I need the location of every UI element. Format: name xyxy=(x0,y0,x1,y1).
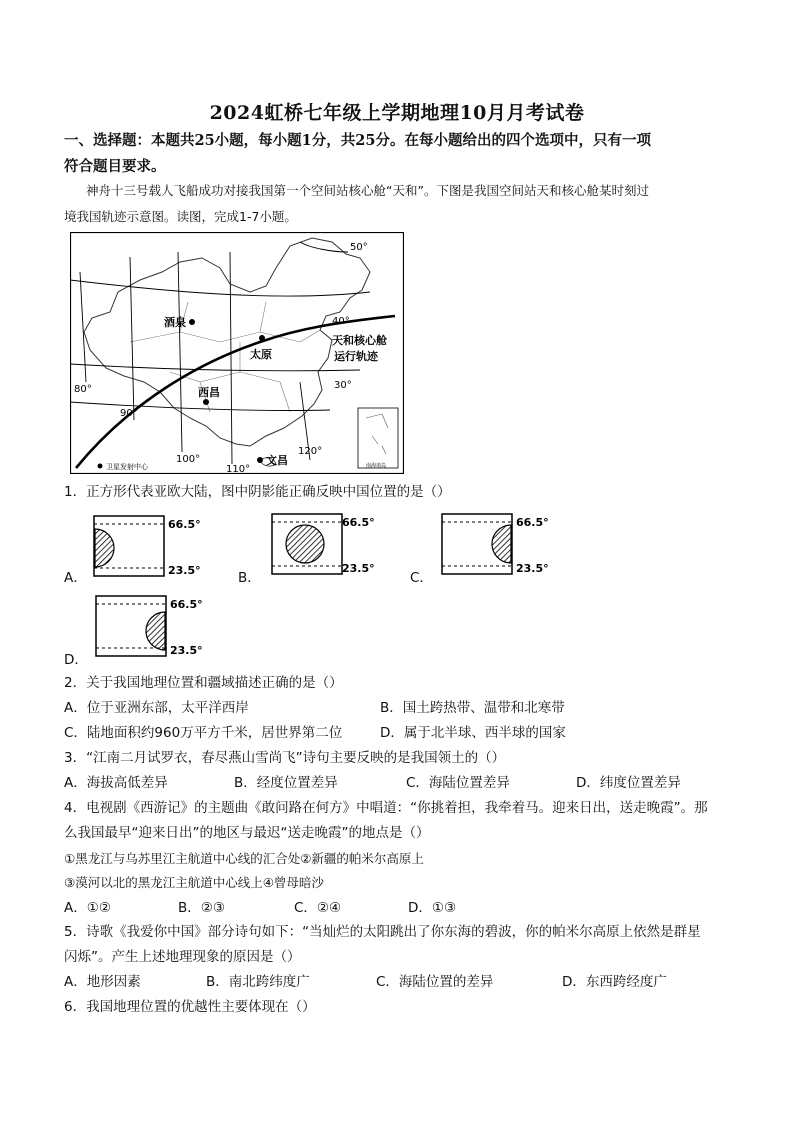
q1-option-c-figure[interactable] xyxy=(440,512,570,580)
q3-option-d[interactable]: D．纬度位置差异 xyxy=(576,775,681,791)
section-heading-line1: 一、选择题：本题共25小题，每小题1分，共25分。在每小题给出的四个选项中，只有一项 xyxy=(64,132,651,149)
label-lon100: 100° xyxy=(176,454,201,465)
q1-c-lat-top: 66.5° xyxy=(516,516,549,529)
q1-option-d-figure[interactable] xyxy=(94,594,224,662)
label-taiyuan: 太原 xyxy=(250,348,272,361)
label-lat40: 40° xyxy=(332,316,350,327)
label-lat30: 30° xyxy=(334,380,352,391)
q2-stem: 2．关于我国地理位置和疆域描述正确的是（） xyxy=(64,675,343,691)
q1-option-b-figure[interactable] xyxy=(270,512,400,580)
q5-stem-line2: 闪烁”。产生上述地理现象的原因是（） xyxy=(64,949,301,965)
q3-stem: 3．“江南二月试罗衣，春尽燕山雪尚飞”诗句主要反映的是我国领土的（） xyxy=(64,750,506,766)
q4-items-line1: ①黑龙江与乌苏里江主航道中心线的汇合处②新疆的帕米尔高原上 xyxy=(64,851,424,866)
q5-option-a[interactable]: A．地形因素 xyxy=(64,974,141,990)
q1-stem: 1．正方形代表亚欧大陆，图中阴影能正确反映中国位置的是（） xyxy=(64,484,451,500)
q3-option-c[interactable]: C．海陆位置差异 xyxy=(406,775,510,791)
q4-stem-line2: 么我国最早“迎来日出”的地区与最迟“送走晚霞”的地点是（） xyxy=(64,825,430,841)
q2-option-a[interactable]: A．位于亚洲东部，太平洋西岸 xyxy=(64,700,249,716)
q4-items-line2: ③漠河以北的黑龙江主航道中心线上④曾母暗沙 xyxy=(64,875,324,890)
label-lon120: 120° xyxy=(298,446,323,457)
q1-option-a-figure[interactable] xyxy=(92,514,222,582)
label-lon80: 80° xyxy=(74,384,92,395)
q1-b-lat-top: 66.5° xyxy=(342,516,375,529)
q5-option-c[interactable]: C．海陆位置的差异 xyxy=(376,974,494,990)
label-module-line2: 运行轨迹 xyxy=(334,350,378,363)
q1-d-lat-bottom: 23.5° xyxy=(170,644,203,657)
page-title: 2024虹桥七年级上学期地理10月月考试卷 xyxy=(209,102,585,124)
china-orbit-map xyxy=(70,232,404,474)
q2-option-c[interactable]: C．陆地面积约960万平方千米，居世界第二位 xyxy=(64,725,343,741)
intro-line1: 神舟十三号载人飞船成功对接我国第一个空间站核心舱“天和”。下图是我国空间站天和核心舱某时刻过 xyxy=(86,183,649,198)
q3-option-a[interactable]: A．海拔高低差异 xyxy=(64,775,168,791)
q1-option-c-label: C． xyxy=(410,570,433,586)
section-heading-line2: 符合题目要求。 xyxy=(64,158,166,175)
q1-d-lat-top: 66.5° xyxy=(170,598,203,611)
q2-option-b[interactable]: B．国土跨热带、温带和北寒带 xyxy=(380,700,565,716)
q2-option-d[interactable]: D．属于北半球、西半球的国家 xyxy=(380,725,566,741)
q3-option-b[interactable]: B．经度位置差异 xyxy=(234,775,338,791)
q5-option-b[interactable]: B．南北跨纬度广 xyxy=(206,974,310,990)
label-lat50: 50° xyxy=(350,242,368,253)
label-wenchang: 文昌 xyxy=(266,454,288,467)
label-lon110: 110° xyxy=(226,464,251,474)
q6-stem: 6．我国地理位置的优越性主要体现在（） xyxy=(64,999,316,1015)
q4-option-a[interactable]: A．①② xyxy=(64,900,111,916)
intro-text xyxy=(64,178,744,230)
q1-option-d-label: D． xyxy=(64,652,88,668)
label-inset: 南海诸岛 xyxy=(366,463,387,469)
label-lon90: 90° xyxy=(120,408,138,419)
intro-line2: 境我国轨迹示意图。读图，完成1-7小题。 xyxy=(64,209,297,224)
q1-b-lat-bottom: 23.5° xyxy=(342,562,375,575)
q4-stem-line1: 4．电视剧《西游记》的主题曲《敢问路在何方》中唱道：“你挑着担，我牵着马。迎来日出，送走晚霞”。那 xyxy=(64,800,708,816)
q5-stem-line1: 5．诗歌《我爱你中国》部分诗句如下：“当灿烂的太阳跳出了你东海的碧波，你的帕米尔高原上依然是群星 xyxy=(64,924,701,940)
label-legend: 卫星发射中心 xyxy=(106,463,148,471)
q1-option-b-label: B． xyxy=(238,570,261,586)
q1-option-a-label: A． xyxy=(64,570,87,586)
q5-option-d[interactable]: D．东西跨经度广 xyxy=(562,974,667,990)
label-jiuquan: 酒泉 xyxy=(164,316,186,329)
q4-option-d[interactable]: D．①③ xyxy=(408,900,457,916)
q4-option-b[interactable]: B．②③ xyxy=(178,900,225,916)
section-heading xyxy=(64,128,744,180)
label-xichang: 西昌 xyxy=(198,386,220,399)
q1-a-lat-top: 66.5° xyxy=(168,518,201,531)
q1-c-lat-bottom: 23.5° xyxy=(516,562,549,575)
q4-option-c[interactable]: C．②④ xyxy=(294,900,342,916)
q1-a-lat-bottom: 23.5° xyxy=(168,564,201,577)
label-module-line1: 天和核心舱 xyxy=(332,334,387,347)
